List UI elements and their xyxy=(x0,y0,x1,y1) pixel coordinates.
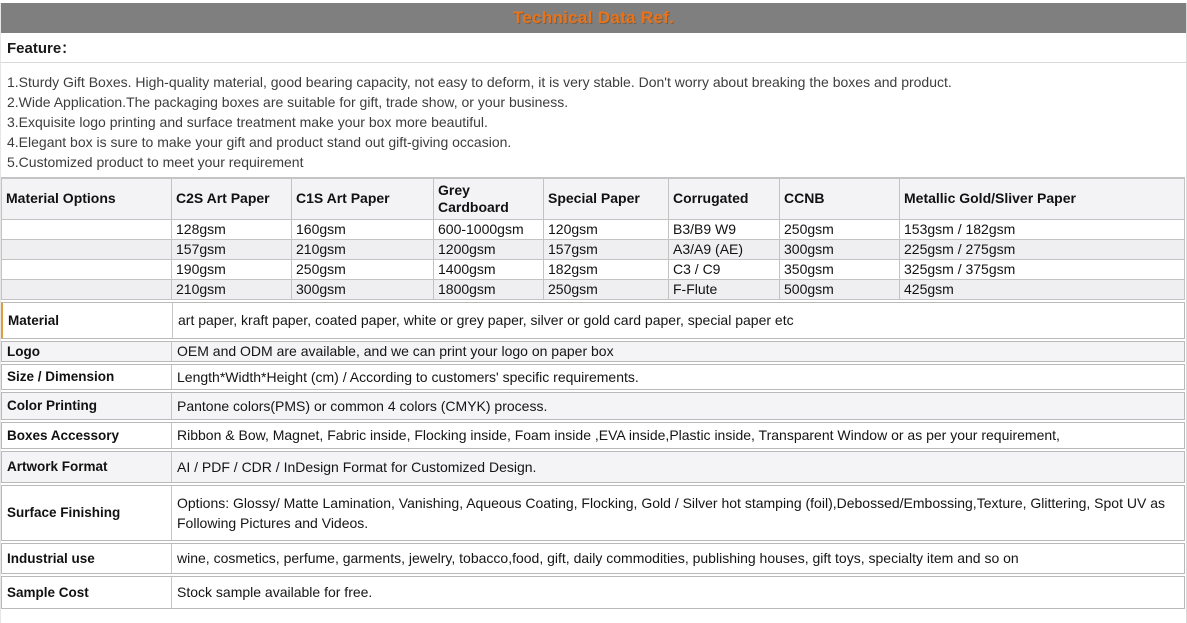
table-cell: C3 / C9 xyxy=(669,259,780,279)
feature-item: 4.Elegant box is sure to make your gift and product stand out gift-giving occasion. xyxy=(7,134,512,150)
table-cell: 250gsm xyxy=(780,219,900,239)
column-header-metallic-paper: Metallic Gold/Sliver Paper xyxy=(900,178,1185,219)
page-title: Technical Data Ref. xyxy=(512,8,675,27)
table-cell: 153gsm / 182gsm xyxy=(900,219,1185,239)
table-row xyxy=(2,219,1185,239)
spec-value: wine, cosmetics, perfume, garments, jewelry, tobacco,food, gift, daily commodities, publishing houses, gift toys, specialty item and so on xyxy=(177,550,1019,566)
table-cell: 350gsm xyxy=(780,259,900,279)
column-header-grey-cardboard: Grey Cardboard xyxy=(434,178,544,219)
table-cell: 120gsm xyxy=(544,219,669,239)
feature-list xyxy=(1,63,1186,172)
spec-value: OEM and ODM are available, and we can print your logo on paper box xyxy=(177,343,614,359)
spec-value: Ribbon & Bow, Magnet, Fabric inside, Flocking inside, Foam inside ,EVA inside,Plastic inside, Transparent Window or as per your requirement, xyxy=(177,427,1060,443)
title-bar xyxy=(1,3,1186,33)
materials-header-row xyxy=(2,178,1185,219)
column-header-c2s-art-paper: C2S Art Paper xyxy=(172,178,292,219)
spec-value: Length*Width*Height (cm) / According to customers' specific requirements. xyxy=(177,368,639,385)
table-row xyxy=(2,279,1185,299)
spec-label: Logo xyxy=(2,342,172,361)
spec-label: Artwork Format xyxy=(2,452,172,482)
table-row xyxy=(2,259,1185,279)
column-header-special-paper: Special Paper xyxy=(544,178,669,219)
spec-value: AI / PDF / CDR / InDesign Format for Customized Design. xyxy=(177,458,537,475)
table-cell: 182gsm xyxy=(544,259,669,279)
spec-value: Options: Glossy/ Matte Lamination, Vanishing, Aqueous Coating, Flocking, Gold / Silver hot stamping (foil),Debossed/Embossing,Texture, Glittering, Spot UV as Following Pictures and Videos. xyxy=(177,494,1165,531)
table-cell: 600-1000gsm xyxy=(434,219,544,239)
table-cell: 157gsm xyxy=(172,239,292,259)
table-cell: 250gsm xyxy=(544,279,669,299)
spec-value: Stock sample available for free. xyxy=(177,584,373,600)
feature-item: 2.Wide Application.The packaging boxes are suitable for gift, trade show, or your business. xyxy=(7,94,569,110)
spec-label: Surface Finishing xyxy=(2,486,172,540)
table-cell: 160gsm xyxy=(292,219,434,239)
spec-label: Boxes Accessory xyxy=(2,423,172,448)
table-cell: 425gsm xyxy=(900,279,1185,299)
table-cell xyxy=(2,279,172,299)
spec-row-industrial-use xyxy=(1,543,1185,574)
spec-row-boxes-accessory xyxy=(1,422,1185,449)
column-header-c1s-art-paper: C1S Art Paper xyxy=(292,178,434,219)
feature-item: 3.Exquisite logo printing and surface treatment make your box more beautiful. xyxy=(7,114,488,130)
feature-heading-row xyxy=(1,33,1186,63)
table-cell xyxy=(2,239,172,259)
table-cell: 210gsm xyxy=(172,279,292,299)
column-header-corrugated: Corrugated xyxy=(669,178,780,219)
spec-label: Material xyxy=(3,303,173,338)
spec-row-artwork-format xyxy=(1,451,1185,483)
spec-row-color-printing xyxy=(1,392,1185,420)
spec-label: Industrial use xyxy=(2,544,172,573)
table-cell: 1800gsm xyxy=(434,279,544,299)
table-cell: 300gsm xyxy=(292,279,434,299)
table-row xyxy=(2,239,1185,259)
feature-heading: Feature： xyxy=(7,40,77,57)
spec-label: Size / Dimension xyxy=(2,365,172,389)
table-cell: 128gsm xyxy=(172,219,292,239)
table-cell: 325gsm / 375gsm xyxy=(900,259,1185,279)
spec-row-surface-finishing xyxy=(1,485,1185,541)
table-cell: 300gsm xyxy=(780,239,900,259)
table-cell xyxy=(2,219,172,239)
spec-row-sample-cost xyxy=(1,576,1185,609)
spec-label: Color Printing xyxy=(2,393,172,419)
table-cell: 1400gsm xyxy=(434,259,544,279)
table-cell: 190gsm xyxy=(172,259,292,279)
spec-table xyxy=(1,302,1186,609)
table-cell: 210gsm xyxy=(292,239,434,259)
table-cell: F-Flute xyxy=(669,279,780,299)
spec-row-material xyxy=(1,302,1185,339)
spec-row-logo xyxy=(1,341,1185,362)
table-cell: 1200gsm xyxy=(434,239,544,259)
table-cell: B3/B9 W9 xyxy=(669,219,780,239)
table-cell: A3/A9 (AE) xyxy=(669,239,780,259)
page xyxy=(0,3,1187,623)
feature-item: 5.Customized product to meet your requirement xyxy=(7,154,304,170)
materials-table xyxy=(1,177,1185,300)
spec-label: Sample Cost xyxy=(2,577,172,608)
table-cell: 500gsm xyxy=(780,279,900,299)
table-cell: 250gsm xyxy=(292,259,434,279)
spec-value: art paper, kraft paper, coated paper, white or grey paper, silver or gold card paper, special paper etc xyxy=(178,312,794,328)
table-cell xyxy=(2,259,172,279)
spec-row-size-dimension xyxy=(1,364,1185,390)
table-cell: 225gsm / 275gsm xyxy=(900,239,1185,259)
spec-value: Pantone colors(PMS) or common 4 colors (CMYK) process. xyxy=(177,397,548,414)
table-cell: 157gsm xyxy=(544,239,669,259)
feature-item: 1.Sturdy Gift Boxes. High-quality material, good bearing capacity, not easy to deform, it is very stable. Don't worry about breaking the boxes and product. xyxy=(7,74,952,90)
column-header-material-options: Material Options xyxy=(2,178,172,219)
column-header-ccnb: CCNB xyxy=(780,178,900,219)
